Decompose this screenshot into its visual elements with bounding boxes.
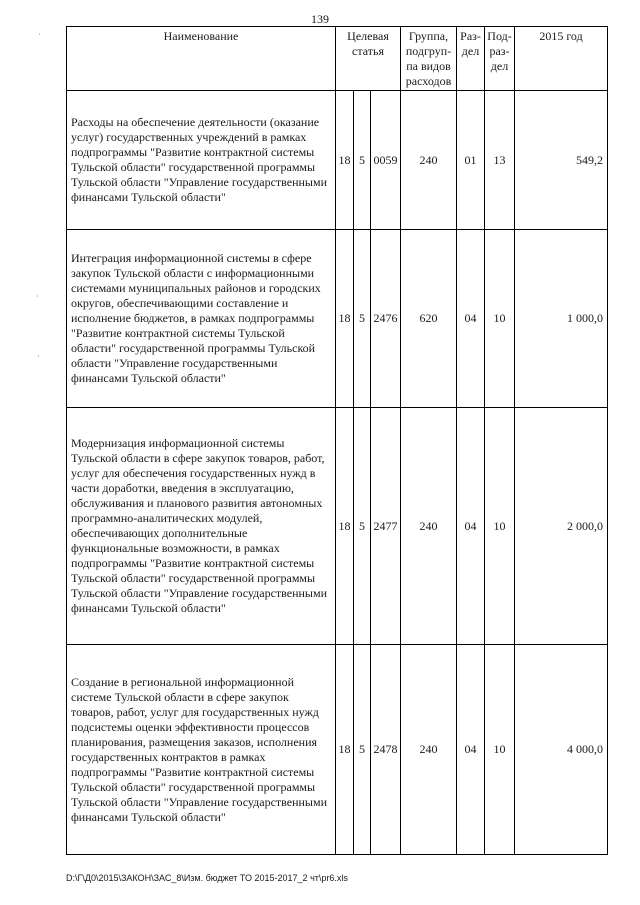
budget-table	[66, 26, 608, 855]
header-year: 2015 год	[515, 27, 608, 91]
row-code3: 2477	[371, 408, 401, 645]
row-group: 240	[401, 645, 457, 855]
footer-file-path: D:\Г\Д0\2015\ЗАКОН\ЗАС_8\Изм. бюджет ТО 2015-2017_2 чт\pr6.xls	[66, 873, 348, 883]
row-code2: 5	[354, 91, 371, 230]
row-section: 04	[457, 645, 485, 855]
row-code3: 2476	[371, 230, 401, 408]
row-amount: 1 000,0	[515, 230, 608, 408]
row-group: 240	[401, 91, 457, 230]
header-name: Наименование	[67, 27, 336, 91]
row-subsection: 10	[485, 230, 515, 408]
scan-speck: ·	[38, 30, 41, 39]
scan-speck: ·	[36, 292, 39, 301]
row-section: 04	[457, 408, 485, 645]
row-subsection: 13	[485, 91, 515, 230]
header-section: Раз-дел	[457, 27, 485, 91]
row-code1: 18	[336, 230, 354, 408]
row-code2: 5	[354, 230, 371, 408]
row-code2: 5	[354, 408, 371, 645]
header-subsection: Под-раз-дел	[485, 27, 515, 91]
table-row	[67, 645, 608, 855]
row-code1: 18	[336, 408, 354, 645]
row-code3: 2478	[371, 645, 401, 855]
table-row	[67, 230, 608, 408]
header-target-article: Целевая статья	[336, 27, 401, 91]
scan-speck: ·	[37, 352, 40, 361]
page-number: 139	[311, 12, 329, 26]
row-code1: 18	[336, 645, 354, 855]
row-code3: 0059	[371, 91, 401, 230]
row-group: 620	[401, 230, 457, 408]
row-subsection: 10	[485, 408, 515, 645]
row-name: Интеграция информационной системы в сфере закупок Тульской области с информационными системами муниципальных районов и городских округов, обеспечивающими составление и исполнение бюджетов, в рамках подпрограммы "Развитие контрактной системы Тульской области" государственной программы Тульской области "Управление государственными финансами Тульской области"	[67, 230, 336, 408]
header-row	[67, 27, 608, 91]
row-amount: 2 000,0	[515, 408, 608, 645]
header-group: Группа, подгруп-па видов расходов	[401, 27, 457, 91]
row-name: Создание в региональной информационной системе Тульской области в сфере закупок товаров, работ, услуг для государственных нужд подсистемы оценки эффективности процессов планирования, размещения заказов, исполнения государственных контрактов в рамках подпрограммы "Развитие контрактной системы Тульской области" государственной программы Тульской области "Управление государственными финансами Тульской области"	[67, 645, 336, 855]
row-section: 01	[457, 91, 485, 230]
table-row	[67, 91, 608, 230]
row-name: Модернизация информационной системы Тульской области в сфере закупок товаров, работ, услуг для обеспечения государственных нужд в части доработки, введения в эксплуатацию, обслуживания и планового развития автономных программно-аналитических модулей, обеспечивающих дополнительные функциональные возможности, в рамках подпрограммы "Развитие контрактной системы Тульской области" государственной программы Тульской области "Управление государственными финансами Тульской области"	[67, 408, 336, 645]
row-subsection: 10	[485, 645, 515, 855]
row-group: 240	[401, 408, 457, 645]
row-code1: 18	[336, 91, 354, 230]
row-code2: 5	[354, 645, 371, 855]
row-amount: 4 000,0	[515, 645, 608, 855]
row-section: 04	[457, 230, 485, 408]
row-name: Расходы на обеспечение деятельности (оказание услуг) государственных учреждений в рамках подпрограммы "Развитие контрактной системы Тульской области" государственной программы Тульской области "Управление государственными финансами Тульской области"	[67, 91, 336, 230]
row-amount: 549,2	[515, 91, 608, 230]
table-row	[67, 408, 608, 645]
